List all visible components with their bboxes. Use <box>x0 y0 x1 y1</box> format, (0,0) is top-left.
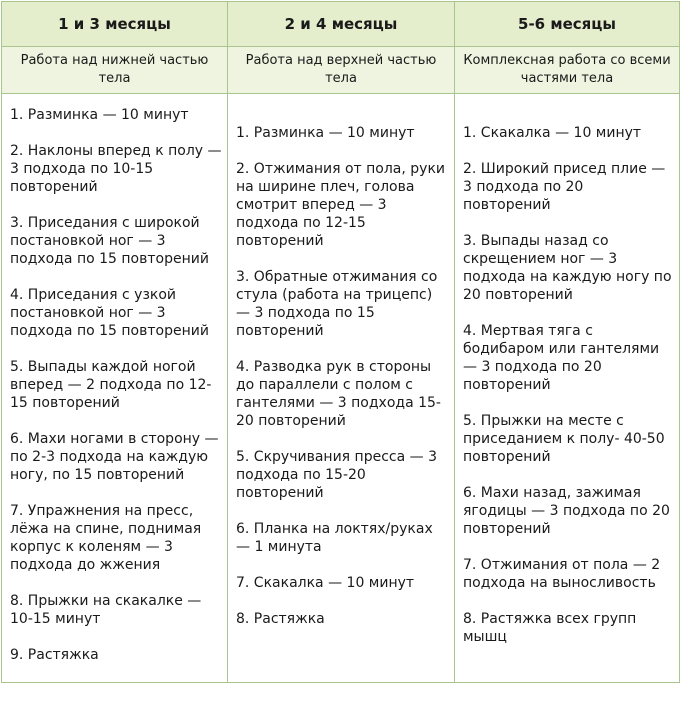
exercise-item: 4. Приседания с узкой постановкой ног — 3 подхода по 15 повторений <box>10 287 209 339</box>
exercise-item: 5. Выпады каждой ногой вперед — 2 подхода по 12-15 повторений <box>10 359 212 411</box>
exercise-item: 3. Обратные отжимания со стула (работа на трицепс) — 3 подхода по 15 повторений <box>236 269 438 339</box>
exercise-item: 7. Упражнения на пресс, лёжа на спине, поднимая корпус к коленям — 3 подхода до жжения <box>10 503 202 573</box>
exercise-item: 5. Скручивания пресса — 3 подхода по 15-20 повторений <box>236 449 437 501</box>
exercise-item: 3. Приседания с широкой постановкой ног — 3 подхода по 15 повторений <box>10 215 209 267</box>
subheader-upper-body: Работа над верхней частью тела <box>228 47 455 94</box>
exercise-item: 7. Отжимания от пола — 2 подхода на выносливость <box>463 557 661 591</box>
exercise-item: 2. Широкий присед плие — 3 подхода по 20 повторений <box>463 161 666 213</box>
exercise-item: 4. Мертвая тяга с бодибаром или гантелями — 3 подхода по 20 повторений <box>463 323 660 393</box>
header-months-1-3: 1 и 3 месяцы <box>2 2 228 47</box>
exercise-item: 6. Махи назад, зажимая ягодицы — 3 подхода по 20 повторений <box>463 485 670 537</box>
exercise-item: 2. Наклоны вперед к полу — 3 подхода по 10-15 повторений <box>10 143 222 195</box>
header-months-2-4: 2 и 4 месяцы <box>228 2 455 47</box>
exercise-item: 3. Выпады назад со скрещением ног — 3 подхода на каждую ногу по 20 повторений <box>463 233 672 303</box>
header-months-5-6: 5-6 месяцы <box>455 2 680 47</box>
exercise-item: 8. Растяжка всех групп мышц <box>463 611 637 645</box>
exercise-item: 7. Скакалка — 10 минут <box>236 575 415 591</box>
exercise-list-upper-body <box>228 94 455 683</box>
exercise-item: 1. Скакалка — 10 минут <box>463 125 642 141</box>
exercise-item: 5. Прыжки на месте с приседанием к полу- 40-50 повторений <box>463 413 665 465</box>
exercise-list-lower-body <box>2 94 228 683</box>
exercise-item: 1. Разминка — 10 минут <box>10 107 189 123</box>
workout-plan-table <box>1 1 680 683</box>
exercises-row <box>2 94 680 683</box>
exercise-item: 6. Планка на локтях/руках — 1 минута <box>236 521 433 555</box>
exercise-item: 4. Разводка рук в стороны до параллели с полом с гантелями — 3 подхода 15-20 повторений <box>236 359 441 429</box>
exercise-item: 8. Растяжка <box>236 611 325 627</box>
exercise-item: 1. Разминка — 10 минут <box>236 125 415 141</box>
subheader-row <box>2 47 680 94</box>
exercise-item: 6. Махи ногами в сторону — по 2-3 подхода на каждую ногу, по 15 повторений <box>10 431 219 483</box>
exercise-item: 8. Прыжки на скакалке — 10-15 минут <box>10 593 202 627</box>
exercise-item: 2. Отжимания от пола, руки на ширине плеч, голова смотрит вперед — 3 подхода по 12-15 повторений <box>236 161 446 249</box>
header-row <box>2 2 680 47</box>
exercise-list-full-body <box>455 94 680 683</box>
subheader-lower-body: Работа над нижней частью тела <box>2 47 228 94</box>
exercise-item: 9. Растяжка <box>10 647 99 663</box>
subheader-full-body: Комплексная работа со всеми частями тела <box>455 47 680 94</box>
